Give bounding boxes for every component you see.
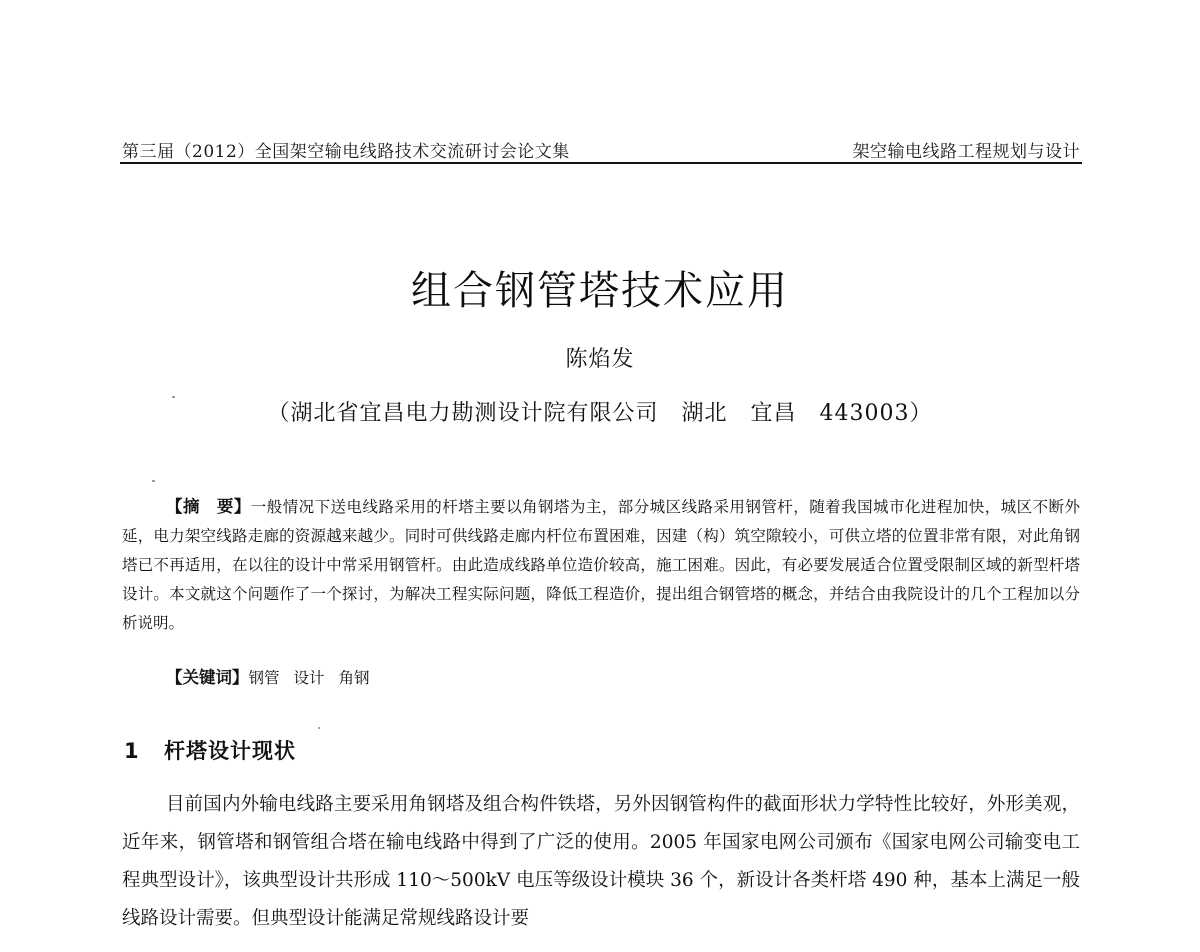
keywords [166,666,384,690]
running-header-right: 架空输电线路工程规划与设计 [852,142,1080,162]
author-affiliation: （湖北省宜昌电力勘测设计院有限公司 湖北 宜昌 443003） [267,401,933,426]
abstract-text: 一般情况下送电线路采用的杆塔主要以角钢塔为主，部分城区线路采用钢管杆，随着我国城市化进程加快，城区不断外延，电力架空线路走廊的资源越来越少。同时可供线路走廊内杆位布置困难，因建（构）筑空隙较小，可供立塔的位置非常有限，对此角钢塔已不再适用，在以往的设计中常采用钢管杆。由此造成线路单位造价较高，施工困难。因此，有必要发展适合位置受限制区域的新型杆塔设计。本文就这个问题作了一个探讨，为解决工程实际问题，降低工程造价，提出组合钢管塔的概念，并结合由我院设计的几个工程加以分析说明。 [122,498,1080,632]
keywords-label: 【关键词】 [166,668,249,687]
author-name: 陈焰发 [565,347,635,372]
abstract-label: 【摘 要】 [166,497,251,516]
scan-speck [172,396,175,398]
keyword-item: 设计 [293,669,325,687]
running-header [122,132,1080,162]
section-number: 1 [124,739,140,763]
abstract [122,492,1080,638]
section-heading [124,735,296,765]
keyword-item: 角钢 [338,669,370,687]
scan-speck [318,727,320,729]
paper-title: 组合钢管塔技术应用 [411,267,789,314]
running-header-left: 第三届（2012）全国架空输电线路技术交流研讨会论文集 [122,142,570,162]
section-paragraph: 目前国内外输电线路主要采用角钢塔及组合构件铁塔，另外因钢管构件的截面形状力学特性比较好，外形美观，近年来，钢管塔和钢管组合塔在输电线路中得到了广泛的使用。2005 年国家电网公司颁布《国家电网公司输变电工程典型设计》，该典型设计共形成 110～500kV 电压等级设计模块 36 个，新设计各类杆塔 490 种，基本上满足一般线路设计需要。但典型设计能满足常规线路设计要 [122,794,1080,929]
section-title: 杆塔设计现状 [164,739,296,763]
header-rule [120,162,1082,164]
scan-speck [152,480,155,482]
keyword-item: 钢管 [248,669,280,687]
